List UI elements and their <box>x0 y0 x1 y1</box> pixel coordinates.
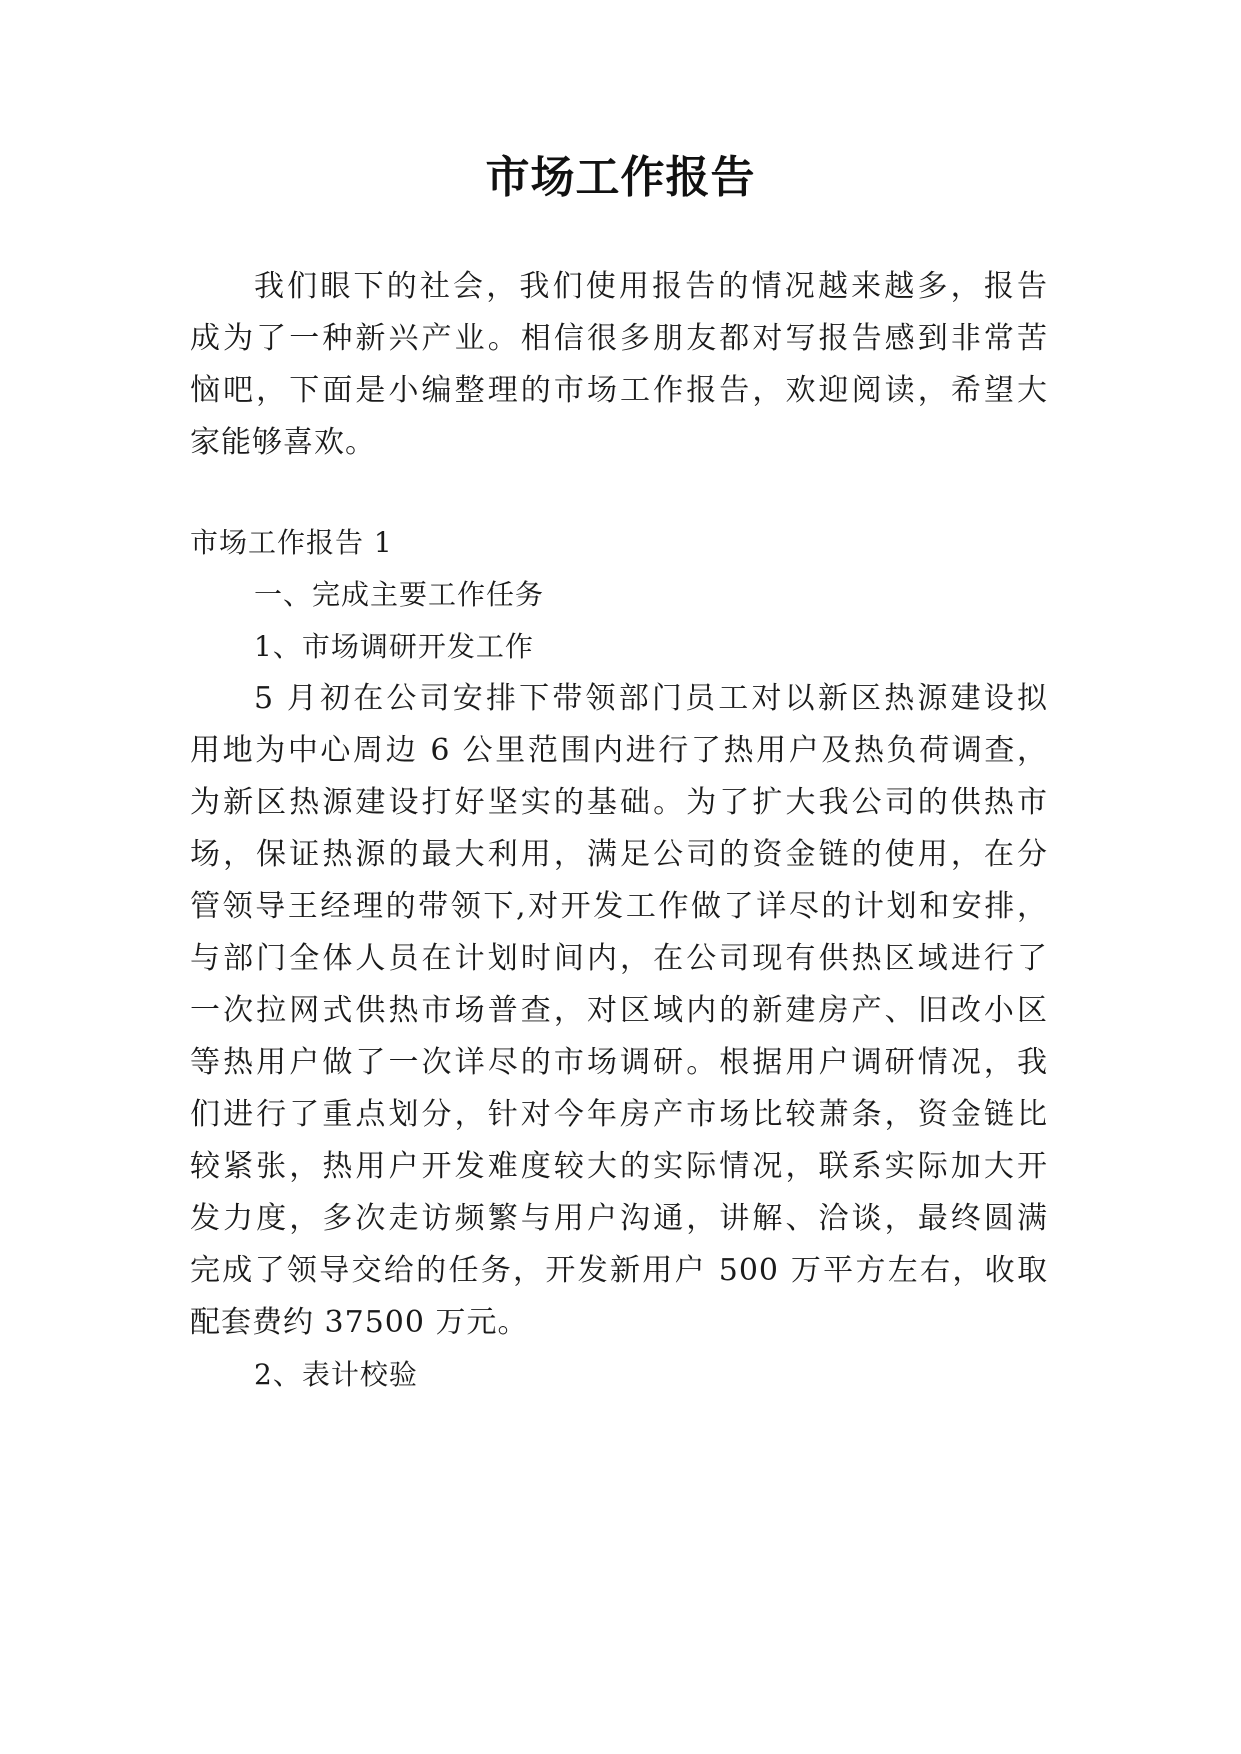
paragraph-line: 管领导王经理的带领下,对开发工作做了详尽的计划和安排， <box>190 889 1048 924</box>
paragraph-line: 配套费约 37500 万元。 <box>190 1305 529 1340</box>
intro-line: 恼吧，下面是小编整理的市场工作报告，欢迎阅读，希望大 <box>190 373 1048 408</box>
paragraph-line: 一次拉网式供热市场普查，对区域内的新建房产、旧改小区 <box>190 993 1048 1028</box>
document-title: 市场工作报告 <box>485 152 756 203</box>
intro-line: 家能够喜欢。 <box>190 425 376 460</box>
section-heading: 一、完成主要工作任务 <box>254 578 545 611</box>
paragraph-line: 完成了领导交给的任务，开发新用户 500 万平方左右，收取 <box>190 1253 1048 1288</box>
intro-line: 我们眼下的社会，我们使用报告的情况越来越多，报告 <box>254 269 1048 304</box>
paragraph-line: 等热用户做了一次详尽的市场调研。根据用户调研情况，我 <box>190 1045 1048 1080</box>
paragraph-line: 为新区热源建设打好坚实的基础。为了扩大我公司的供热市 <box>190 785 1048 820</box>
intro-line: 成为了一种新兴产业。相信很多朋友都对写报告感到非常苦 <box>190 321 1048 356</box>
report-heading: 市场工作报告 1 <box>190 526 393 559</box>
subsection-heading: 1、市场调研开发工作 <box>254 630 534 663</box>
paragraph-line: 发力度，多次走访频繁与用户沟通，讲解、洽谈，最终圆满 <box>190 1201 1048 1236</box>
subsection-heading: 2、表计校验 <box>254 1358 418 1391</box>
paragraph-line: 用地为中心周边 6 公里范围内进行了热用户及热负荷调查， <box>190 733 1048 768</box>
paragraph-line: 们进行了重点划分，针对今年房产市场比较萧条，资金链比 <box>190 1097 1048 1132</box>
paragraph-line: 5 月初在公司安排下带领部门员工对以新区热源建设拟 <box>254 681 1048 716</box>
paragraph-line: 场，保证热源的最大利用，满足公司的资金链的使用，在分 <box>190 837 1048 872</box>
paragraph-line: 较紧张，热用户开发难度较大的实际情况，联系实际加大开 <box>190 1149 1048 1184</box>
paragraph-line: 与部门全体人员在计划时间内，在公司现有供热区域进行了 <box>190 941 1048 976</box>
